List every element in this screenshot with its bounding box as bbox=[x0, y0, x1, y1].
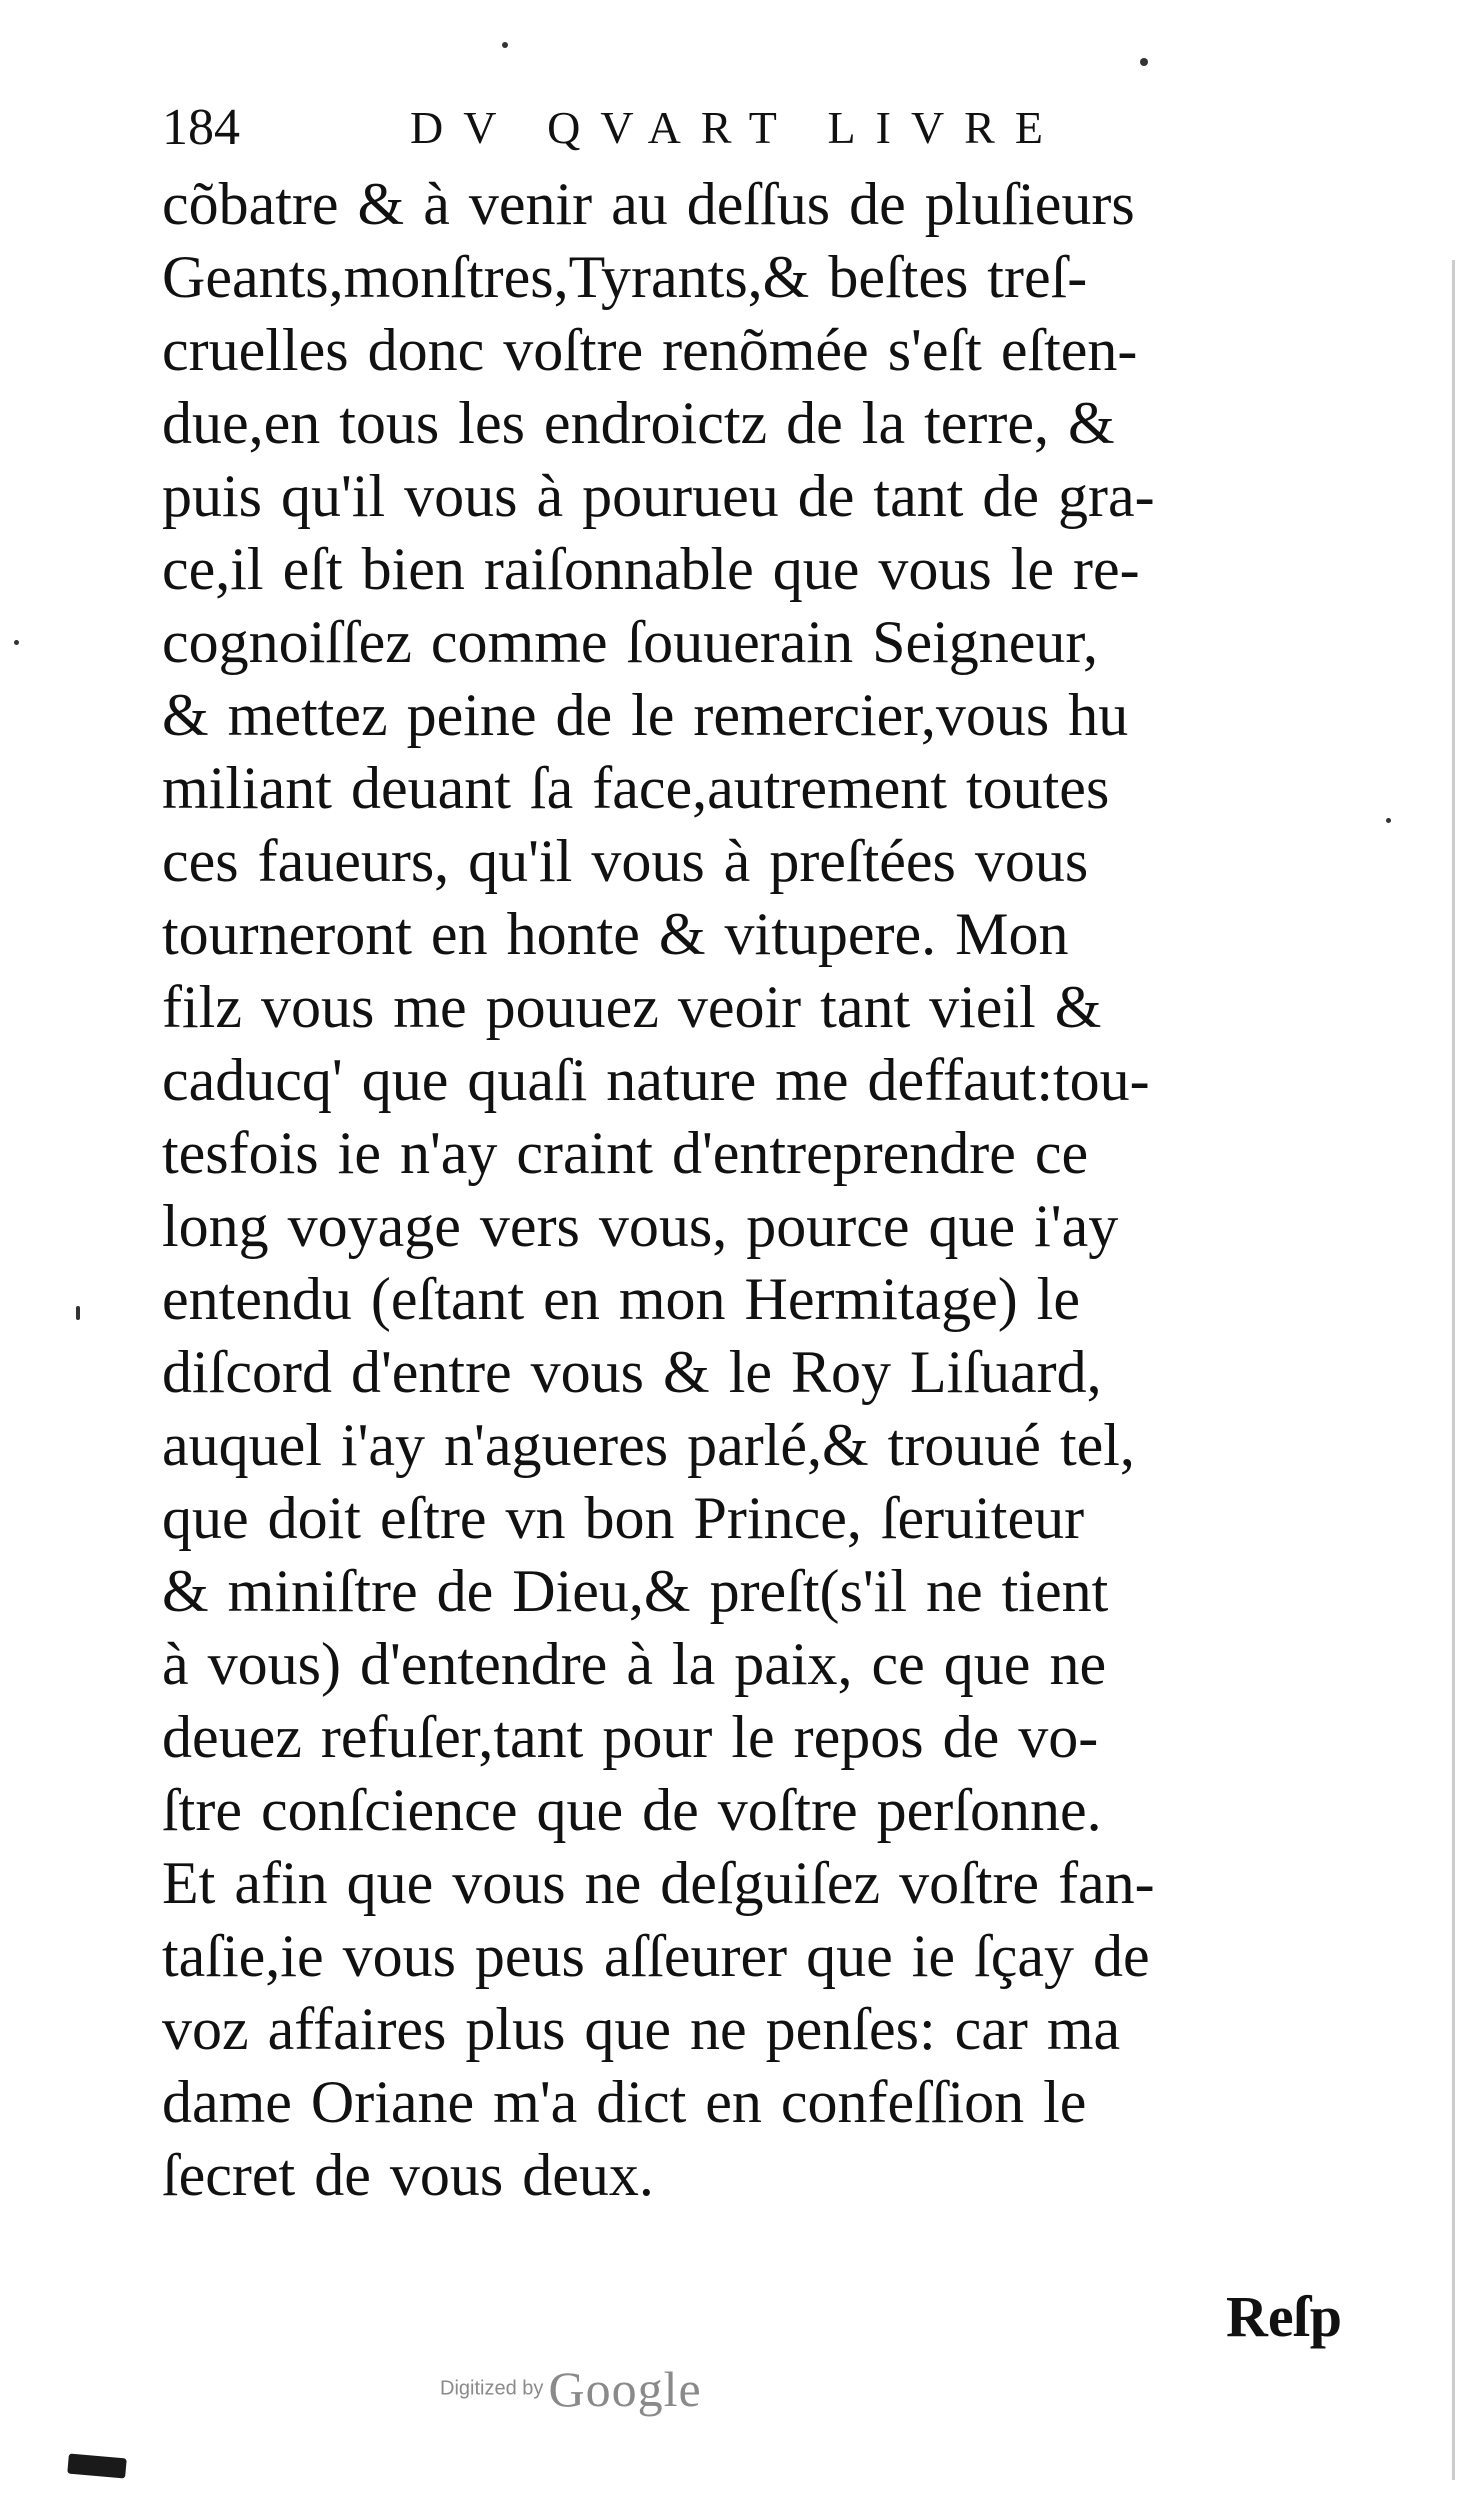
running-title: DV QVART LIVRE bbox=[410, 102, 1063, 153]
text-line: diſcord d'entre vous & le Roy Liſuard, bbox=[162, 1339, 1102, 1405]
text-line: que doit eſtre vn bon Prince, ſeruiteur bbox=[162, 1485, 1085, 1551]
text-line: taſie,ie vous peus aſſeurer que ie ſçay de bbox=[162, 1923, 1150, 1989]
text-line: ſtre conſcience que de voſtre perſonne. bbox=[162, 1777, 1102, 1843]
text-line: cõbatre & à venir au deſſus de pluſieurs bbox=[162, 171, 1135, 237]
text-line: caducq' que quaſi nature me deffaut:tou- bbox=[162, 1047, 1150, 1113]
text-line: long voyage vers vous, pource que i'ay bbox=[162, 1193, 1119, 1259]
digitized-watermark bbox=[440, 2360, 702, 2418]
ink-speck bbox=[1140, 58, 1148, 66]
text-line: cruelles donc voſtre renõmée s'eſt eſten- bbox=[162, 317, 1138, 383]
google-logo: Google bbox=[548, 2361, 702, 2417]
text-line: due,en tous les endroictz de la terre, & bbox=[162, 390, 1115, 456]
body-text bbox=[162, 168, 1362, 2212]
text-line: tourneront en honte & vitupere. Mon bbox=[162, 901, 1069, 967]
ink-speck bbox=[14, 640, 19, 645]
text-line: ſecret de vous deux. bbox=[162, 2142, 654, 2208]
page-header bbox=[162, 88, 1222, 168]
text-line: auquel i'ay n'agueres parlé,& trouué tel, bbox=[162, 1412, 1135, 1478]
text-line: miliant deuant ſa face,autrement toutes bbox=[162, 755, 1110, 821]
ink-speck bbox=[1386, 818, 1391, 823]
text-line: ce,il eſt bien raiſonnable que vous le re- bbox=[162, 536, 1140, 602]
watermark-prefix: Digitized by bbox=[440, 2377, 544, 2400]
text-line: & mettez peine de le remercier,vous hu bbox=[162, 682, 1129, 748]
text-line: ces faueurs, qu'il vous à preſtées vous bbox=[162, 828, 1089, 894]
text-line: deuez refuſer,tant pour le repos de vo- bbox=[162, 1704, 1099, 1770]
page-edge-shadow bbox=[1452, 260, 1455, 2480]
text-line: Et afin que vous ne deſguiſez voſtre fan- bbox=[162, 1850, 1155, 1916]
text-line: filz vous me pouuez veoir tant vieil & bbox=[162, 974, 1102, 1040]
ink-blot bbox=[67, 2454, 127, 2479]
ink-speck bbox=[502, 42, 508, 48]
catchword: Reſp bbox=[1226, 2284, 1342, 2349]
text-line: puis qu'il vous à pourueu de tant de gra- bbox=[162, 463, 1155, 529]
text-line: & miniſtre de Dieu,& preſt(s'il ne tient bbox=[162, 1558, 1109, 1624]
text-line: Geants,monſtres,Tyrants,& beſtes treſ- bbox=[162, 244, 1088, 310]
text-line: dame Oriane m'a dict en confeſſion le bbox=[162, 2069, 1087, 2135]
page-number: 184 bbox=[162, 99, 240, 156]
text-line: tesfois ie n'ay craint d'entreprendre ce bbox=[162, 1120, 1089, 1186]
ink-speck bbox=[76, 1306, 80, 1320]
text-line: cognoiſſez comme ſouuerain Seigneur, bbox=[162, 609, 1098, 675]
text-line: voz affaires plus que ne penſes: car ma bbox=[162, 1996, 1121, 2062]
text-line: entendu (eſtant en mon Hermitage) le bbox=[162, 1266, 1080, 1332]
text-line: à vous) d'entendre à la paix, ce que ne bbox=[162, 1631, 1107, 1697]
